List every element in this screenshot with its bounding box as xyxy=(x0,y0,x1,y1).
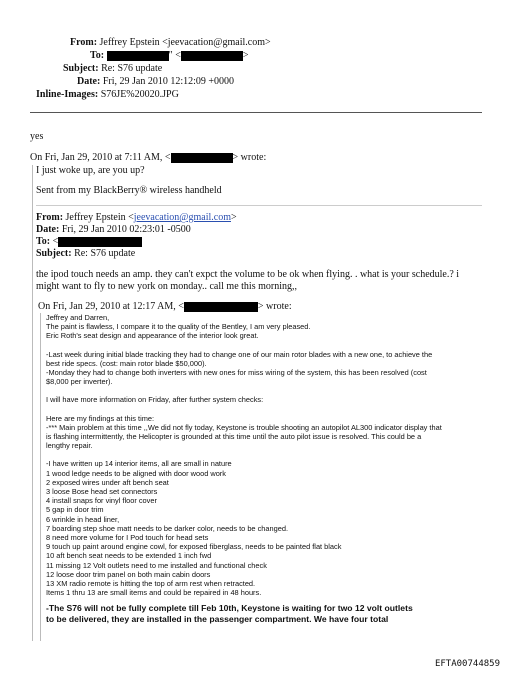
fwd-subject-label: Subject: xyxy=(36,248,72,259)
redaction-box xyxy=(181,51,243,61)
inner-message xyxy=(46,313,442,625)
inner-p4-line: -*** Main problem at this time ,,We did not fly today, Keystone is trouble shooting an autopilot AL300 indicator display that xyxy=(46,422,442,432)
header-from-row xyxy=(70,36,271,49)
redaction-box xyxy=(171,153,233,163)
fwd-date-value: Fri, 29 Jan 2010 02:23:01 -0500 xyxy=(61,224,191,235)
inner-p2-line: $8,000 per inverter). xyxy=(46,377,113,387)
header-subject-row xyxy=(63,62,162,75)
inner-p1-line: The paint is flawless, I compare it to the quality of the Bentley, I am very pleased. xyxy=(46,322,311,332)
header-date-value: Fri, 29 Jan 2010 12:12:09 +0000 xyxy=(102,76,235,87)
inner-p1-line: Eric Roth's seat design and appearance of the interior look great. xyxy=(46,331,259,341)
inner-list-line: -I have written up 14 interior items, all are small in nature xyxy=(46,459,232,469)
quote1-attribution xyxy=(30,151,266,164)
fwd-to-label: To: xyxy=(36,236,51,247)
inner-list-line: 5 gap in door trim xyxy=(46,505,104,515)
inner-list-line: 10 aft bench seat needs to be extended 1 inch fwd xyxy=(46,551,212,561)
quote-bar-inner xyxy=(40,313,41,641)
header-to-row xyxy=(90,49,248,62)
bates-number: EFTA00744859 xyxy=(434,659,500,669)
header-inline-label: Inline-Images: xyxy=(36,89,99,100)
inner-list-line: 9 touch up paint around engine cowl, for exposed fiberglass, needs to be painted flat black xyxy=(46,542,342,552)
inner-p2-line: -Last week during initial blade tracking they had to change one of our main rotor blades with a new one, to achieve the xyxy=(46,349,433,359)
inner-list-line: Items 1 thru 13 are small items and could be repaired in 48 hours. xyxy=(46,588,262,598)
fwd-subject-value: Re: S76 update xyxy=(74,248,136,259)
inner-list-line: 8 need more volume for I Pod touch for head sets xyxy=(46,533,209,543)
inner-list-line: 12 loose door trim panel on both main cabin doors xyxy=(46,569,211,579)
header-to-label: To: xyxy=(90,50,105,61)
inner-list-line: 13 XM radio remote is hitting the top of arm rest when retracted. xyxy=(46,579,256,589)
quote1-line2: Sent from my BlackBerry® wireless handheld xyxy=(36,185,222,196)
inner-p2-line: best ride specs. (cost: main rotor blade $50,000). xyxy=(46,358,207,368)
header-inline-images-row xyxy=(36,88,179,101)
inner-list-line: 3 loose Bose head set connectors xyxy=(46,487,158,497)
inner-p4-line: Here are my findings at this time: xyxy=(46,413,155,423)
inner-list-line: 2 exposed wires under aft bench seat xyxy=(46,477,169,487)
inner-list-line: 7 boarding step shoe matt needs to be darker color, needs to be changed. xyxy=(46,523,289,533)
header-divider xyxy=(30,112,482,113)
quote-divider xyxy=(36,205,482,206)
fwd-from-label: From: xyxy=(36,212,64,223)
redaction-box xyxy=(184,302,258,312)
quote2-post: > wrote: xyxy=(257,301,292,312)
quote1-pre: On Fri, Jan 29, 2010 at 7:11 AM, < xyxy=(30,152,171,163)
header-from-label: From: xyxy=(70,37,98,48)
header-date-row xyxy=(77,75,234,88)
inner-list-line: 1 wood ledge needs to be aligned with door wood work xyxy=(46,468,226,478)
reply-text: yes xyxy=(30,131,44,142)
inner-list-line: 4 install snaps for vinyl floor cover xyxy=(46,496,157,506)
redaction-box xyxy=(107,51,169,61)
fwd-subject-row xyxy=(36,247,135,260)
fwd-from-email-link[interactable]: jeevacation@gmail.com xyxy=(133,212,231,223)
header-to-close: > xyxy=(242,50,249,61)
fwd-from-close: > xyxy=(230,212,237,223)
inner-p4-line: is flashing intermittently, the Helicopter is grounded at this time until the auto pilot issue is resolved. This could be a xyxy=(46,432,422,442)
header-to-quote: " xyxy=(168,50,173,61)
fwd-date-label: Date: xyxy=(36,224,60,235)
header-inline-value: S76JE%20020.JPG xyxy=(100,89,179,100)
fwd-to-value: < xyxy=(52,236,59,247)
header-from-value: Jeffrey Epstein <jeevacation@gmail.com> xyxy=(99,37,271,48)
inner-p4-line: lengthy repair. xyxy=(46,441,93,451)
quote2-attribution xyxy=(38,300,292,313)
inner-list-line: 11 missing 12 Volt outlets need to me installed and functional check xyxy=(46,560,267,570)
inner-bold-line: to be delivered, they are installed in the passenger compartment. We have four total xyxy=(46,614,389,625)
inner-p3-line: I will have more information on Friday, after further system checks: xyxy=(46,395,264,405)
ipod-line2: might want to fly to new york on monday.. call me this morning,, xyxy=(36,281,297,292)
fwd-from-name: Jeffrey Epstein < xyxy=(65,212,134,223)
header-subject-value: Re: S76 update xyxy=(101,63,163,74)
header-subject-label: Subject: xyxy=(63,63,99,74)
quote2-pre: On Fri, Jan 29, 2010 at 12:17 AM, < xyxy=(38,301,184,312)
header-to-angle: < xyxy=(175,50,181,61)
header-date-label: Date: xyxy=(77,76,101,87)
ipod-line1: the ipod touch needs an amp. they can't expct the volume to be ok when flying. . what is your schedule.? i xyxy=(36,269,460,280)
inner-bold-line: -The S76 will not be fully complete till Feb 10th, Keystone is waiting for two 12 volt outlets xyxy=(46,603,413,614)
inner-list-line: 6 wrinkle in head liner, xyxy=(46,514,120,524)
inner-p2-line: -Monday they had to change both inverters with new ones for miss wiring of the system, this has been resolved (cost xyxy=(46,368,427,378)
redaction-box xyxy=(58,237,142,247)
quote-bar-outer xyxy=(32,165,33,641)
quote1-line1: I just woke up, are you up? xyxy=(36,165,145,176)
inner-p1-line: Jeffrey and Darren, xyxy=(46,313,110,322)
quote1-post: > wrote: xyxy=(232,152,267,163)
